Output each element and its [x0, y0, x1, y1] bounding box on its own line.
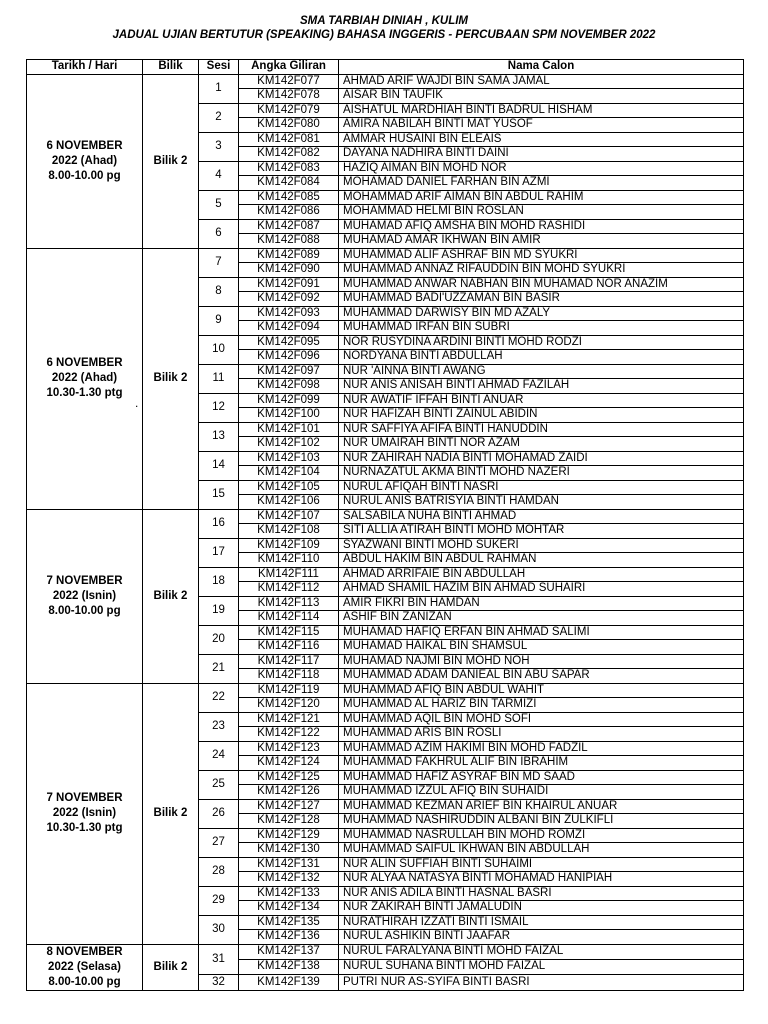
index-number-cell: KM142F106 [239, 495, 339, 510]
index-number-cell: KM142F092 [239, 292, 339, 307]
column-header-room: Bilik [143, 60, 199, 75]
index-number-cell: KM142F079 [239, 103, 339, 118]
session-cell: 22 [199, 683, 239, 712]
candidate-name-cell: MUHAMMAD ANWAR NABHAN BIN MUHAMAD NOR ANAZIM [339, 277, 744, 292]
session-cell: 16 [199, 509, 239, 538]
index-number-cell: KM142F134 [239, 901, 339, 916]
index-number-cell: KM142F111 [239, 567, 339, 582]
candidate-name-cell: HAZIQ AIMAN BIN MOHD NOR [339, 161, 744, 176]
index-number-cell: KM142F114 [239, 611, 339, 626]
candidate-name-cell: MUHAMAD AFIQ AMSHA BIN MOHD RASHIDI [339, 219, 744, 234]
candidate-name-cell: MOHAMMAD HELMI BIN ROSLAN [339, 205, 744, 220]
session-cell: 24 [199, 741, 239, 770]
date-line: 10.30-1.30 ptg [46, 822, 123, 834]
candidate-name-cell: ABDUL HAKIM BIN ABDUL RAHMAN [339, 553, 744, 568]
candidate-name-cell: AHMAD SHAMIL HAZIM BIN AHMAD SUHAIRI [339, 582, 744, 597]
index-number-cell: KM142F119 [239, 683, 339, 698]
index-number-cell: KM142F083 [239, 161, 339, 176]
session-cell: 3 [199, 132, 239, 161]
candidate-name-cell: NURUL FARALYANA BINTI MOHD FAIZAL [339, 944, 744, 959]
session-cell: 20 [199, 625, 239, 654]
index-number-cell: KM142F139 [239, 975, 339, 990]
session-cell: 4 [199, 161, 239, 190]
candidate-name-cell: MUHAMAD HAFIQ ERFAN BIN AHMAD SALIMI [339, 625, 744, 640]
candidate-name-cell: NOR RUSYDINA ARDINI BINTI MOHD RODZI [339, 335, 744, 350]
table-row [27, 248, 744, 263]
candidate-name-cell: MUHAMMAD ADAM DANIEAL BIN ABU SAPAR [339, 669, 744, 684]
index-number-cell: KM142F098 [239, 379, 339, 394]
date-line: 2022 (Isnin) [52, 589, 117, 602]
date-cell [27, 74, 143, 248]
session-cell: 32 [199, 975, 239, 990]
index-number-cell: KM142F090 [239, 263, 339, 278]
index-number-cell: KM142F127 [239, 799, 339, 814]
index-number-cell: KM142F116 [239, 640, 339, 655]
candidate-name-cell: NURUL SUHANA BINTI MOHD FAIZAL [339, 959, 744, 974]
candidate-name-cell: MUHAMMAD IZZUL AFIQ BIN SUHAIDI [339, 785, 744, 800]
date-line: 6 NOVEMBER [46, 357, 123, 369]
candidate-name-cell: NORDYANA BINTI ABDULLAH [339, 350, 744, 365]
candidate-name-cell: MOHAMAD DANIEL FARHAN BIN AZMI [339, 176, 744, 191]
date-line: 10.30-1.30 ptg [46, 387, 123, 399]
index-number-cell: KM142F084 [239, 176, 339, 191]
index-number-cell: KM142F132 [239, 872, 339, 887]
session-cell: 21 [199, 654, 239, 683]
index-number-cell: KM142F123 [239, 741, 339, 756]
session-cell: 8 [199, 277, 239, 306]
index-number-cell: KM142F099 [239, 393, 339, 408]
index-number-cell: KM142F108 [239, 524, 339, 539]
index-number-cell: KM142F136 [239, 930, 339, 945]
column-header-index-number: Angka Giliran [239, 60, 339, 75]
index-number-cell: KM142F085 [239, 190, 339, 205]
index-number-cell: KM142F100 [239, 408, 339, 423]
index-number-cell: KM142F104 [239, 466, 339, 481]
index-number-cell: KM142F107 [239, 509, 339, 524]
session-cell: 12 [199, 393, 239, 422]
table-row [27, 683, 744, 698]
table-row [27, 944, 744, 959]
candidate-name-cell: MUHAMMAD IRFAN BIN SUBRI [339, 321, 744, 336]
session-cell: 28 [199, 857, 239, 886]
index-number-cell: KM142F086 [239, 205, 339, 220]
candidate-name-cell: AMIR FIKRI BIN HAMDAN [339, 596, 744, 611]
date-line: 2022 (Isnin) [52, 807, 117, 819]
candidate-name-cell: MUHAMMAD ANNAZ RIFAUDDIN BIN MOHD SYUKRI [339, 263, 744, 278]
session-cell: 17 [199, 538, 239, 567]
index-number-cell: KM142F093 [239, 306, 339, 321]
date-line: 7 NOVEMBER [46, 792, 123, 804]
candidate-name-cell: NURATHIRAH IZZATI BINTI ISMAIL [339, 915, 744, 930]
candidate-name-cell: MUHAMMAD AFIQ BIN ABDUL WAHIT [339, 683, 744, 698]
table-row [27, 74, 744, 89]
index-number-cell: KM142F081 [239, 132, 339, 147]
room-cell: Bilik 2 [143, 509, 199, 683]
candidate-name-cell: AMIRA NABILAH BINTI MAT YUSOF [339, 118, 744, 133]
date-line: 8.00-10.00 pg [48, 975, 121, 988]
candidate-name-cell: MUHAMAD AMAR IKHWAN BIN AMIR [339, 234, 744, 249]
date-line: 2022 (Ahad) [51, 154, 118, 167]
room-cell: Bilik 2 [143, 944, 199, 990]
index-number-cell: KM142F101 [239, 422, 339, 437]
index-number-cell: KM142F096 [239, 350, 339, 365]
date-cell [27, 944, 143, 990]
index-number-cell: KM142F137 [239, 944, 339, 959]
candidate-name-cell: NURUL ASHIKIN BINTI JAAFAR [339, 930, 744, 945]
table-header-row [27, 60, 744, 75]
candidate-name-cell: NUR ANIS ANISAH BINTI AHMAD FAZILAH [339, 379, 744, 394]
session-cell: 31 [199, 944, 239, 975]
candidate-name-cell: AISHATUL MARDHIAH BINTI BADRUL HISHAM [339, 103, 744, 118]
candidate-name-cell: MUHAMMAD KEZMAN ARIEF BIN KHAIRUL ANUAR [339, 799, 744, 814]
candidate-name-cell: NUR ALYAA NATASYA BINTI MOHAMAD HANIPIAH [339, 872, 744, 887]
room-cell: Bilik 2 [143, 248, 199, 509]
date-line: 8.00-10.00 pg [48, 169, 121, 182]
date-cell [27, 683, 143, 944]
candidate-name-cell: NUR AWATIF IFFAH BINTI ANUAR [339, 393, 744, 408]
candidate-name-cell: AISAR BIN TAUFIK [339, 89, 744, 104]
room-cell: Bilik 2 [143, 74, 199, 248]
candidate-name-cell: NURUL ANIS BATRISYIA BINTI HAMDAN [339, 495, 744, 510]
session-cell: 25 [199, 770, 239, 799]
candidate-name-cell: NUR ALIN SUFFIAH BINTI SUHAIMI [339, 857, 744, 872]
index-number-cell: KM142F121 [239, 712, 339, 727]
date-line: 8.00-10.00 pg [48, 604, 121, 617]
candidate-name-cell: NUR ZAKIRAH BINTI JAMALUDIN [339, 901, 744, 916]
index-number-cell: KM142F103 [239, 451, 339, 466]
index-number-cell: KM142F094 [239, 321, 339, 336]
session-cell: 15 [199, 480, 239, 509]
candidate-name-cell: AHMAD ARIF WAJDI BIN SAMA JAMAL [339, 74, 744, 89]
index-number-cell: KM142F110 [239, 553, 339, 568]
session-cell: 11 [199, 364, 239, 393]
candidate-name-cell: MUHAMMAD NASRULLAH BIN MOHD ROMZI [339, 828, 744, 843]
index-number-cell: KM142F130 [239, 843, 339, 858]
index-number-cell: KM142F087 [239, 219, 339, 234]
session-cell: 23 [199, 712, 239, 741]
column-header-session: Sesi [199, 60, 239, 75]
candidate-name-cell: SITI ALLIA ATIRAH BINTI MOHD MOHTAR [339, 524, 744, 539]
session-cell: 2 [199, 103, 239, 132]
candidate-name-cell: MUHAMMAD AL HARIZ BIN TARMIZI [339, 698, 744, 713]
index-number-cell: KM142F125 [239, 770, 339, 785]
index-number-cell: KM142F078 [239, 89, 339, 104]
index-number-cell: KM142F122 [239, 727, 339, 742]
session-cell: 1 [199, 74, 239, 103]
index-number-cell: KM142F091 [239, 277, 339, 292]
index-number-cell: KM142F089 [239, 248, 339, 263]
candidate-name-cell: MUHAMMAD DARWISY BIN MD AZALY [339, 306, 744, 321]
school-name: SMA TARBIAH DINIAH , KULIM [299, 15, 468, 27]
candidate-name-cell: MUHAMMAD AQIL BIN MOHD SOFI [339, 712, 744, 727]
session-cell: 26 [199, 799, 239, 828]
schedule-table [26, 59, 744, 991]
candidate-name-cell: MUHAMMAD BADI'UZZAMAN BIN BASIR [339, 292, 744, 307]
index-number-cell: KM142F129 [239, 828, 339, 843]
candidate-name-cell: NUR UMAIRAH BINTI NOR AZAM [339, 437, 744, 452]
session-cell: 13 [199, 422, 239, 451]
candidate-name-cell: MUHAMMAD AZIM HAKIMI BIN MOHD FADZIL [339, 741, 744, 756]
candidate-name-cell: SALSABILA NUHA BINTI AHMAD [339, 509, 744, 524]
index-number-cell: KM142F113 [239, 596, 339, 611]
index-number-cell: KM142F131 [239, 857, 339, 872]
candidate-name-cell: PUTRI NUR AS-SYIFA BINTI BASRI [339, 975, 744, 990]
session-cell: 19 [199, 596, 239, 625]
session-cell: 27 [199, 828, 239, 857]
date-cell [27, 248, 143, 509]
candidate-name-cell: NURNAZATUL AKMA BINTI MOHD NAZERI [339, 466, 744, 481]
candidate-name-cell: NUR HAFIZAH BINTI ZAINUL ABIDIN [339, 408, 744, 423]
table-row [27, 509, 744, 524]
candidate-name-cell: AMMAR HUSAINI BIN ELEAIS [339, 132, 744, 147]
candidate-name-cell: MUHAMMAD HAFIZ ASYRAF BIN MD SAAD [339, 770, 744, 785]
candidate-name-cell: SYAZWANI BINTI MOHD SUKERI [339, 538, 744, 553]
candidate-name-cell: NURUL AFIQAH BINTI NASRI [339, 480, 744, 495]
room-cell: Bilik 2 [143, 683, 199, 944]
candidate-name-cell: MUHAMAD NAJMI BIN MOHD NOH [339, 654, 744, 669]
date-line: 6 NOVEMBER [46, 139, 123, 152]
index-number-cell: KM142F133 [239, 886, 339, 901]
session-cell: 5 [199, 190, 239, 219]
candidate-name-cell: MUHAMMAD SAIFUL IKHWAN BIN ABDULLAH [339, 843, 744, 858]
date-line: 8 NOVEMBER [46, 945, 123, 958]
index-number-cell: KM142F128 [239, 814, 339, 829]
index-number-cell: KM142F124 [239, 756, 339, 771]
date-cell [27, 509, 143, 683]
index-number-cell: KM142F135 [239, 915, 339, 930]
table-body [27, 74, 744, 990]
candidate-name-cell: DAYANA NADHIRA BINTI DAINI [339, 147, 744, 162]
candidate-name-cell: MUHAMMAD FAKHRUL ALIF BIN IBRAHIM [339, 756, 744, 771]
date-line: 2022 (Selasa) [48, 960, 121, 973]
session-cell: 9 [199, 306, 239, 335]
candidate-name-cell: ASHIF BIN ZANIZAN [339, 611, 744, 626]
session-cell: 29 [199, 886, 239, 915]
stray-dot-mark: . [135, 396, 139, 410]
index-number-cell: KM142F077 [239, 74, 339, 89]
candidate-name-cell: MUHAMMAD ARIS BIN ROSLI [339, 727, 744, 742]
index-number-cell: KM142F095 [239, 335, 339, 350]
column-header-candidate-name: Nama Calon [339, 60, 744, 75]
candidate-name-cell: MUHAMMAD ALIF ASHRAF BIN MD SYUKRI [339, 248, 744, 263]
candidate-name-cell: NUR ANIS ADILA BINTI HASNAL BASRI [339, 886, 744, 901]
index-number-cell: KM142F138 [239, 959, 339, 974]
candidate-name-cell: MOHAMMAD ARIF AIMAN BIN ABDUL RAHIM [339, 190, 744, 205]
date-line: 7 NOVEMBER [46, 574, 123, 587]
candidate-name-cell: MUHAMAD HAIKAL BIN SHAMSUL [339, 640, 744, 655]
index-number-cell: KM142F120 [239, 698, 339, 713]
index-number-cell: KM142F088 [239, 234, 339, 249]
index-number-cell: KM142F080 [239, 118, 339, 133]
index-number-cell: KM142F126 [239, 785, 339, 800]
index-number-cell: KM142F105 [239, 480, 339, 495]
date-line: 2022 (Ahad) [51, 372, 118, 384]
index-number-cell: KM142F097 [239, 364, 339, 379]
index-number-cell: KM142F082 [239, 147, 339, 162]
document-title: JADUAL UJIAN BERTUTUR (SPEAKING) BAHASA INGGERIS - PERCUBAAN SPM NOVEMBER 2022 [112, 29, 656, 41]
index-number-cell: KM142F109 [239, 538, 339, 553]
candidate-name-cell: MUHAMMAD NASHIRUDDIN ALBANI BIN ZULKIFLI [339, 814, 744, 829]
session-cell: 14 [199, 451, 239, 480]
candidate-name-cell: NUR 'AINNA BINTI AWANG [339, 364, 744, 379]
index-number-cell: KM142F115 [239, 625, 339, 640]
session-cell: 7 [199, 248, 239, 277]
candidate-name-cell: AHMAD ARRIFAIE BIN ABDULLAH [339, 567, 744, 582]
session-cell: 6 [199, 219, 239, 248]
column-header-date: Tarikh / Hari [27, 60, 143, 75]
session-cell: 10 [199, 335, 239, 364]
index-number-cell: KM142F112 [239, 582, 339, 597]
session-cell: 30 [199, 915, 239, 944]
session-cell: 18 [199, 567, 239, 596]
candidate-name-cell: NUR SAFFIYA AFIFA BINTI HANUDDIN [339, 422, 744, 437]
index-number-cell: KM142F117 [239, 654, 339, 669]
index-number-cell: KM142F102 [239, 437, 339, 452]
candidate-name-cell: NUR ZAHIRAH NADIA BINTI MOHAMAD ZAIDI [339, 451, 744, 466]
index-number-cell: KM142F118 [239, 669, 339, 684]
